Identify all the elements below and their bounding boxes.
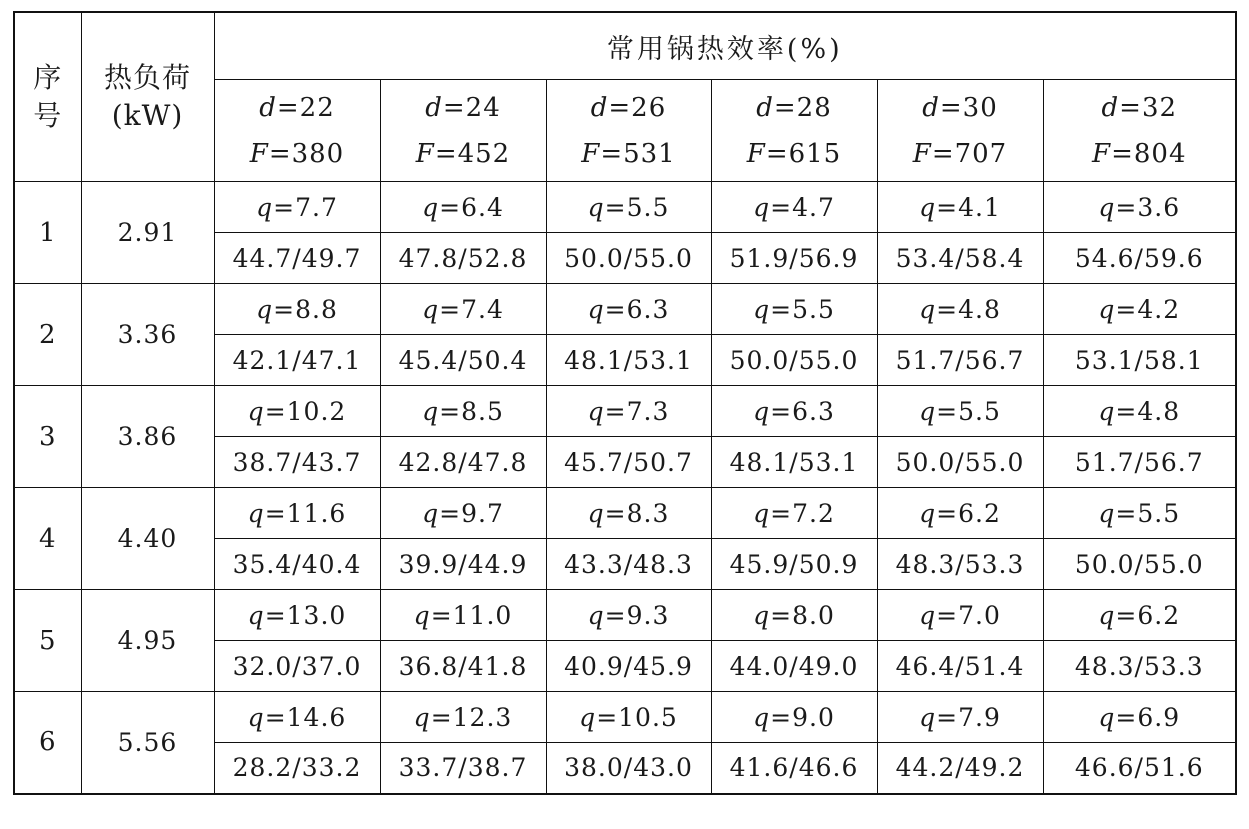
cell-efficiency: 45.7/50.7 (546, 437, 711, 488)
cell-q: q=5.5 (877, 386, 1043, 437)
column-header-4 (711, 80, 877, 182)
column-header-d: d=24 (425, 92, 501, 123)
cell-efficiency: 39.9/44.9 (380, 539, 546, 590)
row-load: 4.95 (81, 590, 214, 692)
row-index: 3 (14, 386, 81, 488)
load-header-top: 热负荷 (103, 61, 191, 94)
cell-q: q=5.5 (1043, 488, 1236, 539)
cell-q: q=11.6 (214, 488, 380, 539)
cell-efficiency: 28.2/33.2 (214, 743, 380, 794)
cell-efficiency: 53.1/58.1 (1043, 335, 1236, 386)
cell-efficiency: 48.1/53.1 (546, 335, 711, 386)
row-index: 4 (14, 488, 81, 590)
cell-q: q=4.1 (877, 182, 1043, 233)
cell-q: q=6.9 (1043, 692, 1236, 743)
column-header-d: d=28 (756, 92, 832, 123)
cell-q: q=5.5 (711, 284, 877, 335)
efficiency-table (13, 11, 1237, 795)
cell-q: q=8.8 (214, 284, 380, 335)
cell-q: q=7.3 (546, 386, 711, 437)
column-header-d: d=22 (259, 92, 335, 123)
cell-q: q=7.9 (877, 692, 1043, 743)
cell-efficiency: 46.4/51.4 (877, 641, 1043, 692)
header-row-group (14, 12, 1236, 80)
cell-q: q=8.3 (546, 488, 711, 539)
cell-q: q=3.6 (1043, 182, 1236, 233)
column-header-f: F=804 (1092, 138, 1187, 169)
cell-efficiency: 50.0/55.0 (546, 233, 711, 284)
cell-q: q=7.4 (380, 284, 546, 335)
efficiency-table-container (13, 11, 1237, 795)
cell-q: q=9.0 (711, 692, 877, 743)
cell-efficiency: 44.2/49.2 (877, 743, 1043, 794)
cell-efficiency: 45.9/50.9 (711, 539, 877, 590)
load-header-bottom: (kW) (111, 99, 184, 132)
cell-efficiency: 48.3/53.3 (877, 539, 1043, 590)
row-load: 3.86 (81, 386, 214, 488)
index-header (14, 12, 81, 182)
index-header-bottom: 号 (33, 99, 63, 132)
column-header-f: F=615 (746, 138, 842, 169)
row-index: 5 (14, 590, 81, 692)
cell-q: q=9.3 (546, 590, 711, 641)
index-header-top: 序 (33, 61, 63, 94)
cell-efficiency: 51.9/56.9 (711, 233, 877, 284)
cell-efficiency: 43.3/48.3 (546, 539, 711, 590)
cell-efficiency: 51.7/56.7 (1043, 437, 1236, 488)
cell-q: q=4.7 (711, 182, 877, 233)
column-header-f: F=531 (581, 138, 676, 169)
column-header-d: d=26 (590, 92, 667, 123)
cell-efficiency: 44.0/49.0 (711, 641, 877, 692)
cell-efficiency: 45.4/50.4 (380, 335, 546, 386)
cell-q: q=6.4 (380, 182, 546, 233)
row-index: 2 (14, 284, 81, 386)
cell-q: q=6.2 (877, 488, 1043, 539)
table-row-q (14, 386, 1236, 437)
column-header-f: F=452 (415, 138, 511, 169)
cell-q: q=11.0 (380, 590, 546, 641)
cell-efficiency: 50.0/55.0 (711, 335, 877, 386)
cell-q: q=4.2 (1043, 284, 1236, 335)
cell-efficiency: 53.4/58.4 (877, 233, 1043, 284)
cell-efficiency: 42.8/47.8 (380, 437, 546, 488)
table-row-q (14, 182, 1236, 233)
cell-efficiency: 47.8/52.8 (380, 233, 546, 284)
cell-efficiency: 50.0/55.0 (1043, 539, 1236, 590)
column-header-f: F=380 (249, 138, 345, 169)
cell-efficiency: 42.1/47.1 (214, 335, 380, 386)
cell-efficiency: 48.3/53.3 (1043, 641, 1236, 692)
cell-efficiency: 38.7/43.7 (214, 437, 380, 488)
cell-q: q=6.2 (1043, 590, 1236, 641)
column-header-1 (214, 80, 380, 182)
table-row-q (14, 284, 1236, 335)
cell-efficiency: 35.4/40.4 (214, 539, 380, 590)
cell-q: q=4.8 (877, 284, 1043, 335)
cell-efficiency: 38.0/43.0 (546, 743, 711, 794)
column-header-f: F=707 (912, 138, 1008, 169)
load-header (81, 12, 214, 182)
table-row-q (14, 692, 1236, 743)
cell-q: q=12.3 (380, 692, 546, 743)
row-load: 3.36 (81, 284, 214, 386)
cell-q: q=5.5 (546, 182, 711, 233)
column-header-2 (380, 80, 546, 182)
cell-efficiency: 48.1/53.1 (711, 437, 877, 488)
column-header-6 (1043, 80, 1236, 182)
table-row-q (14, 488, 1236, 539)
cell-efficiency: 50.0/55.0 (877, 437, 1043, 488)
column-header-d: d=30 (922, 92, 998, 123)
cell-efficiency: 44.7/49.7 (214, 233, 380, 284)
column-header-3 (546, 80, 711, 182)
cell-q: q=7.7 (214, 182, 380, 233)
cell-q: q=9.7 (380, 488, 546, 539)
group-header: 常用锅热效率(%) (214, 12, 1236, 80)
cell-efficiency: 36.8/41.8 (380, 641, 546, 692)
cell-q: q=14.6 (214, 692, 380, 743)
cell-q: q=10.2 (214, 386, 380, 437)
cell-q: q=7.2 (711, 488, 877, 539)
cell-q: q=6.3 (546, 284, 711, 335)
row-index: 1 (14, 182, 81, 284)
row-load: 4.40 (81, 488, 214, 590)
cell-q: q=8.5 (380, 386, 546, 437)
cell-q: q=13.0 (214, 590, 380, 641)
cell-q: q=6.3 (711, 386, 877, 437)
cell-q: q=7.0 (877, 590, 1043, 641)
table-row-q (14, 590, 1236, 641)
row-load: 5.56 (81, 692, 214, 794)
cell-q: q=10.5 (546, 692, 711, 743)
cell-efficiency: 54.6/59.6 (1043, 233, 1236, 284)
cell-efficiency: 40.9/45.9 (546, 641, 711, 692)
cell-efficiency: 32.0/37.0 (214, 641, 380, 692)
cell-q: q=8.0 (711, 590, 877, 641)
column-header-5 (877, 80, 1043, 182)
column-header-d: d=32 (1101, 92, 1178, 123)
cell-efficiency: 51.7/56.7 (877, 335, 1043, 386)
row-load: 2.91 (81, 182, 214, 284)
row-index: 6 (14, 692, 81, 794)
cell-q: q=4.8 (1043, 386, 1236, 437)
cell-efficiency: 33.7/38.7 (380, 743, 546, 794)
cell-efficiency: 46.6/51.6 (1043, 743, 1236, 794)
cell-efficiency: 41.6/46.6 (711, 743, 877, 794)
